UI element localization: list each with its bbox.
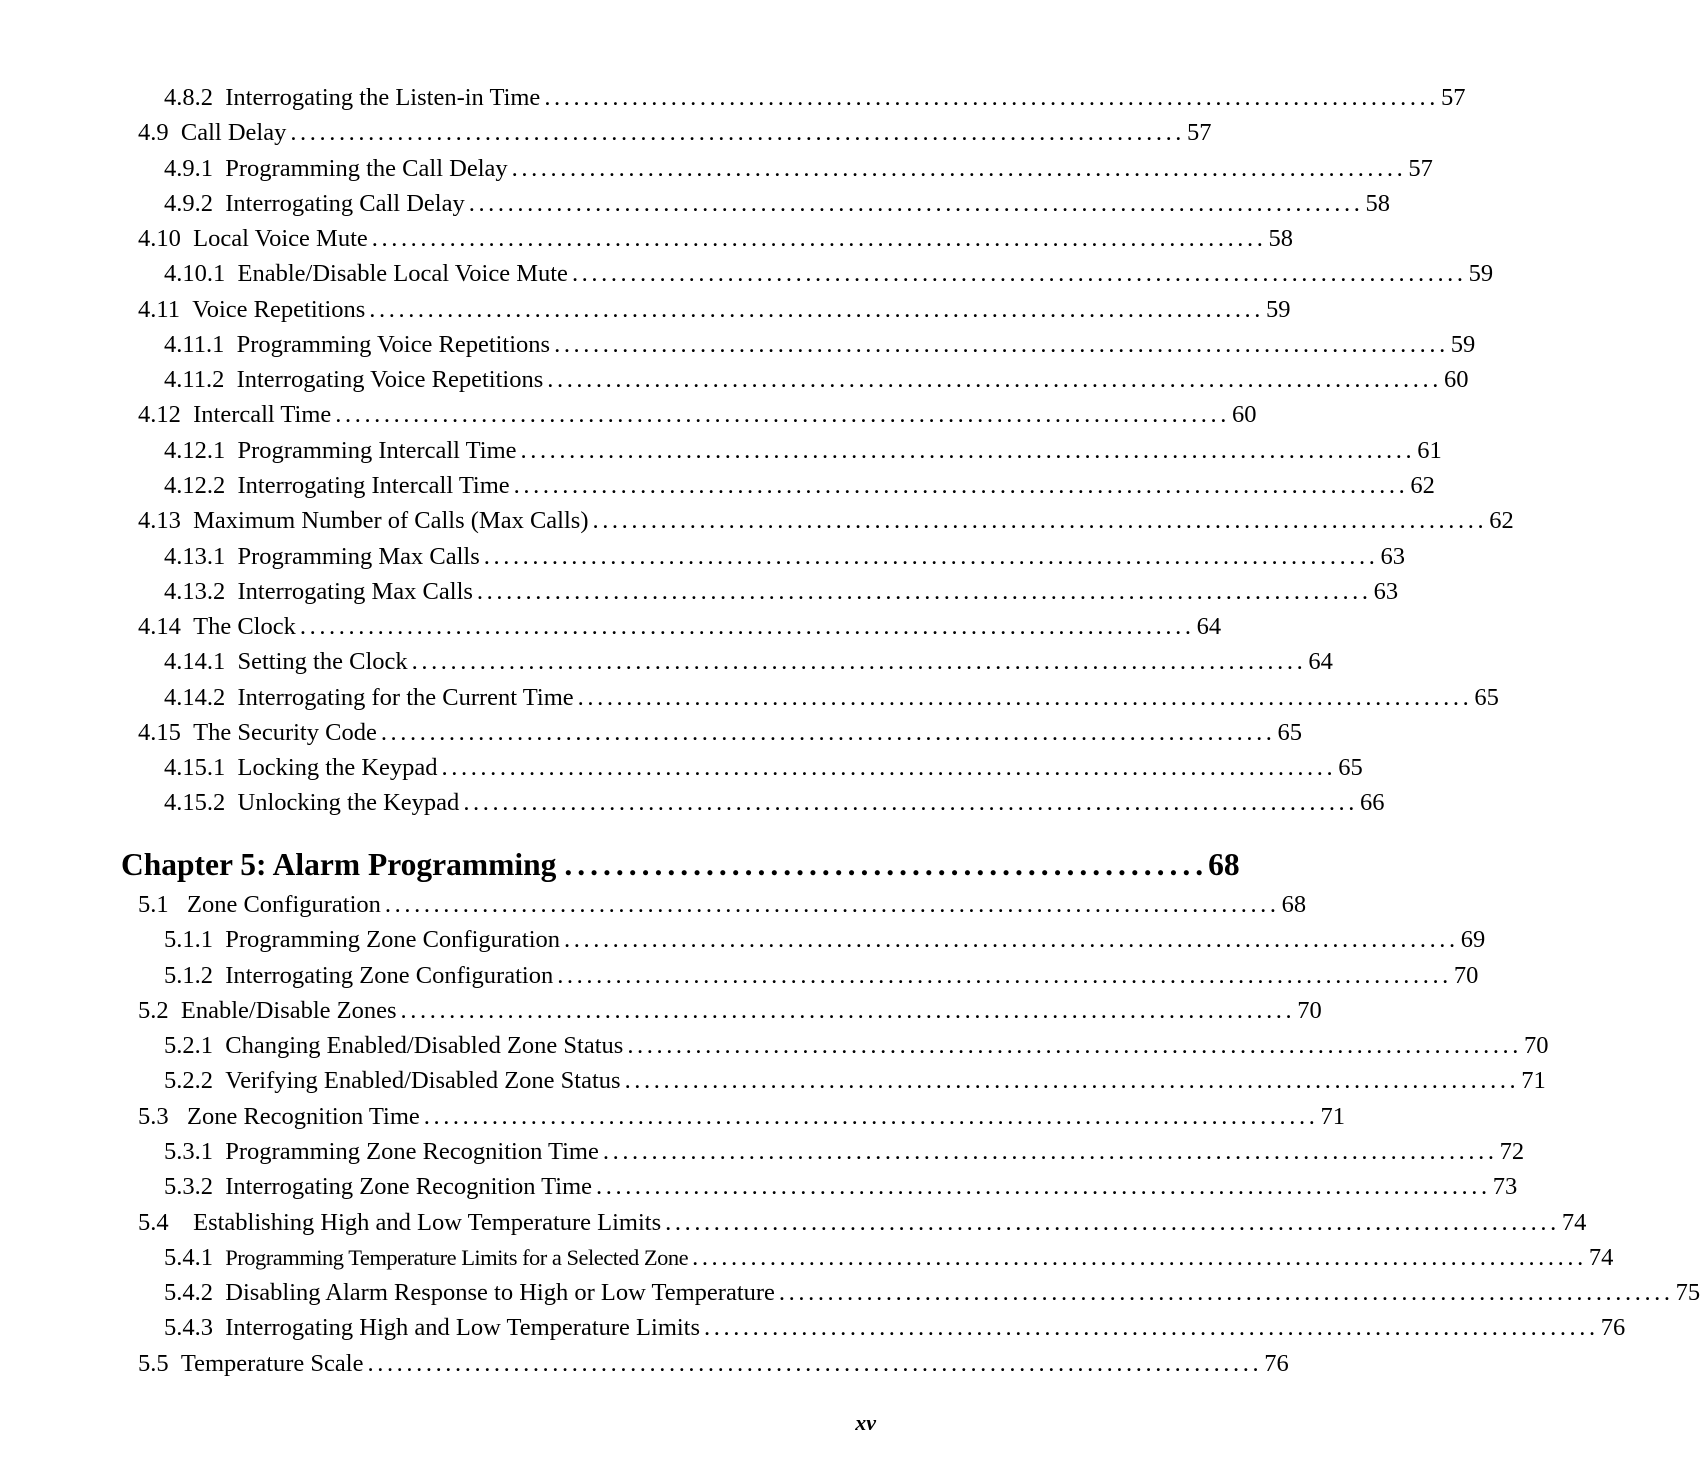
- toc-entry: [164, 258, 1494, 290]
- entry-number: 5.1.1: [164, 926, 213, 953]
- entry-number: 5.5: [138, 1350, 169, 1377]
- entry-number: 5.1.2: [164, 962, 213, 989]
- entry-page: 63: [1380, 543, 1405, 570]
- entry-title: Interrogating for the Current Time: [237, 684, 574, 711]
- entry-title: Unlocking the Keypad: [237, 789, 460, 816]
- toc-entry: [138, 1348, 1289, 1380]
- entry-number: 5.1: [138, 891, 169, 918]
- entry-title: Interrogating the Listen-in Time: [225, 84, 541, 111]
- entry-page: 72: [1499, 1138, 1525, 1165]
- entry-page: 59: [1468, 260, 1494, 287]
- dot-leader: ............................................................................................: [463, 789, 1359, 816]
- toc-entry: [164, 752, 1363, 784]
- dot-leader: ............................................................................................: [571, 260, 1467, 287]
- dot-leader: ............................................................................................: [411, 648, 1307, 675]
- entry-title: Programming Intercall Time: [237, 437, 517, 464]
- entry-page: 60: [1231, 401, 1257, 428]
- entry-number: 4.9: [138, 119, 169, 146]
- dot-leader: ............................................................................................: [624, 1067, 1520, 1094]
- toc-entry: [164, 1171, 1518, 1203]
- entry-number: 4.8.2: [164, 84, 213, 111]
- dot-leader: ............................................................................................: [335, 401, 1230, 428]
- toc-entry: [164, 435, 1442, 467]
- entry-number: 5.2.1: [164, 1032, 213, 1059]
- entry-page: 65: [1338, 754, 1363, 781]
- dot-leader: ............................................................................................: [692, 1244, 1587, 1271]
- entry-number: 4.12: [138, 401, 181, 428]
- entry-page: 61: [1417, 437, 1442, 464]
- entry-page: 58: [1365, 190, 1390, 217]
- entry-number: 4.10: [138, 225, 181, 252]
- entry-page: 64: [1308, 648, 1333, 675]
- dot-leader: ............................................................................................: [778, 1279, 1674, 1306]
- entry-title: Interrogating Intercall Time: [237, 472, 510, 499]
- entry-title: Changing Enabled/Disabled Zone Status: [225, 1032, 624, 1059]
- entry-number: 4.9.2: [164, 190, 213, 217]
- entry-page: 71: [1320, 1103, 1345, 1130]
- entry-title: Temperature Scale: [180, 1350, 364, 1377]
- entry-page: 65: [1277, 719, 1303, 746]
- entry-title: Zone Configuration: [187, 891, 381, 918]
- entry-page: 62: [1489, 507, 1514, 534]
- entry-title: Interrogating Max Calls: [237, 578, 473, 605]
- entry-page: 65: [1474, 684, 1499, 711]
- entry-page: 75: [1675, 1279, 1700, 1306]
- entry-title: Disabling Alarm Response to High or Low Temperature: [225, 1279, 775, 1306]
- entry-page: 57: [1408, 155, 1433, 182]
- entry-title: Programming Voice Repetitions: [236, 331, 551, 358]
- dot-leader: ............................................................................................: [627, 1032, 1523, 1059]
- dot-leader: ............................................................................................: [577, 684, 1473, 711]
- entry-number: 4.11.1: [164, 331, 225, 358]
- entry-title: Enable/Disable Local Voice Mute: [237, 260, 568, 287]
- dot-leader: ............................................................................................: [547, 366, 1442, 393]
- entry-page: 71: [1521, 1067, 1546, 1094]
- dot-leader: ............................................................................................: [511, 155, 1407, 182]
- entry-title: Locking the Keypad: [237, 754, 438, 781]
- toc-entry: [164, 470, 1435, 502]
- dot-leader: ..................................................: [564, 847, 1209, 882]
- toc-entry: [164, 364, 1469, 396]
- entry-title: Maximum Number of Calls (Max Calls): [193, 507, 589, 534]
- entry-title: Programming the Call Delay: [225, 155, 508, 182]
- entry-number: 4.11.2: [164, 366, 225, 393]
- dot-leader: ............................................................................................: [400, 997, 1296, 1024]
- toc-entry: [138, 294, 1291, 326]
- entry-page: 68: [1281, 891, 1307, 918]
- dot-leader: ............................................................................................: [602, 1138, 1498, 1165]
- entry-number: 5.4.2: [164, 1279, 213, 1306]
- dot-leader: ............................................................................................: [665, 1209, 1560, 1236]
- entry-title: Verifying Enabled/Disabled Zone Status: [225, 1067, 621, 1094]
- page-number: xv: [855, 1410, 876, 1435]
- entry-page: 74: [1588, 1244, 1614, 1271]
- entry-number: 4.13: [138, 507, 181, 534]
- entry-number: 4.15.2: [164, 789, 226, 816]
- dot-leader: ............................................................................................: [468, 190, 1364, 217]
- entry-page: 66: [1360, 789, 1385, 816]
- entry-page: 62: [1410, 472, 1435, 499]
- entry-page: 73: [1492, 1173, 1518, 1200]
- toc-entry: [164, 1030, 1549, 1062]
- entry-page: 63: [1373, 578, 1399, 605]
- entry-number: 4.14.1: [164, 648, 226, 675]
- entry-number: 4.15: [138, 719, 181, 746]
- toc-entry: [164, 1312, 1626, 1344]
- entry-title: The Clock: [193, 613, 296, 640]
- entry-number: 4.15.1: [164, 754, 226, 781]
- entry-number: 4.13.1: [164, 543, 226, 570]
- toc-entry: [138, 1207, 1587, 1239]
- toc-entry: [164, 1065, 1546, 1097]
- entry-page: 76: [1264, 1350, 1289, 1377]
- entry-title: Programming Max Calls: [237, 543, 480, 570]
- chapter-title: Chapter 5: Alarm Programming: [121, 847, 557, 882]
- toc-entry: [164, 924, 1486, 956]
- dot-leader: ............................................................................................: [704, 1314, 1599, 1341]
- dot-leader: ............................................................................................: [423, 1103, 1319, 1130]
- toc-entry: [164, 960, 1479, 992]
- dot-leader: ............................................................................................: [520, 437, 1416, 464]
- entry-title: Local Voice Mute: [193, 225, 368, 252]
- toc-entry: [138, 399, 1257, 431]
- entry-title: Interrogating Zone Configuration: [225, 962, 554, 989]
- dot-leader: ............................................................................................: [380, 719, 1276, 746]
- toc-entry: [164, 646, 1333, 678]
- entry-number: 5.4.3: [164, 1314, 213, 1341]
- chapter-page: 68: [1208, 847, 1240, 882]
- dot-leader: ............................................................................................: [554, 331, 1449, 358]
- dot-leader: ............................................................................................: [384, 891, 1280, 918]
- entry-number: 5.2: [138, 997, 169, 1024]
- toc-entry: [164, 188, 1390, 220]
- entry-number: 4.10.1: [164, 260, 226, 287]
- entry-number: 5.3.1: [164, 1138, 213, 1165]
- toc-entry: [138, 505, 1514, 537]
- entry-number: 5.2.2: [164, 1067, 213, 1094]
- entry-number: 5.3.2: [164, 1173, 213, 1200]
- dot-leader: ............................................................................................: [544, 84, 1440, 111]
- entry-page: 59: [1266, 296, 1291, 323]
- entry-page: 69: [1460, 926, 1486, 953]
- dot-leader: ............................................................................................: [564, 926, 1459, 953]
- dot-leader: ............................................................................................: [441, 754, 1337, 781]
- entry-title: Zone Recognition Time: [187, 1103, 420, 1130]
- entry-title: Interrogating High and Low Temperature Limits: [225, 1314, 701, 1341]
- entry-number: 4.9.1: [164, 155, 213, 182]
- entry-page: 60: [1443, 366, 1469, 393]
- entry-page: 57: [1441, 84, 1466, 111]
- entry-page: 59: [1450, 331, 1476, 358]
- toc-entry: [164, 153, 1433, 185]
- dot-leader: ............................................................................................: [290, 119, 1186, 146]
- entry-title: Interrogating Voice Repetitions: [236, 366, 544, 393]
- entry-number: 5.4: [138, 1209, 169, 1236]
- dot-leader: ............................................................................................: [371, 225, 1267, 252]
- dot-leader: ............................................................................................: [299, 613, 1195, 640]
- entry-title: Voice Repetitions: [192, 296, 366, 323]
- toc-entry: [164, 1136, 1525, 1168]
- entry-page: 70: [1297, 997, 1322, 1024]
- entry-number: 4.13.2: [164, 578, 226, 605]
- entry-title: The Security Code: [193, 719, 377, 746]
- dot-leader: ............................................................................................: [367, 1350, 1263, 1377]
- entry-number: 4.12.1: [164, 437, 226, 464]
- entry-number: 4.14.2: [164, 684, 226, 711]
- entry-title: Programming Zone Configuration: [225, 926, 561, 953]
- dot-leader: ............................................................................................: [483, 543, 1379, 570]
- toc-entry: [138, 995, 1322, 1027]
- toc-entry: [164, 541, 1405, 573]
- entry-page: 70: [1453, 962, 1479, 989]
- dot-leader: ............................................................................................: [369, 296, 1264, 323]
- toc-entry: [164, 1277, 1700, 1309]
- toc-entry: [164, 329, 1476, 361]
- entry-number: 4.12.2: [164, 472, 226, 499]
- entry-page: 70: [1524, 1032, 1549, 1059]
- dot-leader: ............................................................................................: [596, 1173, 1491, 1200]
- dot-leader: ............................................................................................: [513, 472, 1409, 499]
- toc-entry: [138, 611, 1222, 643]
- dot-leader: ............................................................................................: [476, 578, 1372, 605]
- toc-entry: [164, 1242, 1614, 1274]
- entry-title: Establishing High and Low Temperature Limits: [193, 1209, 662, 1236]
- entry-number: 4.14: [138, 613, 181, 640]
- entry-title: Programming Temperature Limits for a Selected Zone: [225, 1245, 689, 1270]
- toc-entry: [138, 889, 1307, 921]
- entry-title: Setting the Clock: [237, 648, 408, 675]
- entry-title: Programming Zone Recognition Time: [225, 1138, 599, 1165]
- toc-entry: [164, 682, 1499, 714]
- toc-entry: [138, 717, 1303, 749]
- entry-number: 5.4.1: [164, 1244, 213, 1271]
- toc-entry: [164, 576, 1399, 608]
- chapter-heading: [121, 842, 1240, 888]
- entry-number: 4.11: [138, 296, 180, 323]
- entry-title: Call Delay: [180, 119, 287, 146]
- toc-entry: [138, 223, 1293, 255]
- entry-page: 57: [1187, 119, 1212, 146]
- entry-title: Interrogating Call Delay: [225, 190, 465, 217]
- entry-page: 74: [1561, 1209, 1587, 1236]
- entry-number: 5.3: [138, 1103, 169, 1130]
- dot-leader: ............................................................................................: [557, 962, 1452, 989]
- entry-title: Enable/Disable Zones: [180, 997, 397, 1024]
- entry-page: 76: [1600, 1314, 1626, 1341]
- dot-leader: ............................................................................................: [592, 507, 1488, 534]
- entry-page: 58: [1268, 225, 1293, 252]
- toc-entry: [164, 787, 1385, 819]
- toc-entry: [138, 117, 1212, 149]
- toc-entry: [164, 82, 1466, 114]
- toc-entry: [138, 1101, 1345, 1133]
- entry-page: 64: [1196, 613, 1222, 640]
- entry-title: Intercall Time: [193, 401, 332, 428]
- entry-title: Interrogating Zone Recognition Time: [225, 1173, 593, 1200]
